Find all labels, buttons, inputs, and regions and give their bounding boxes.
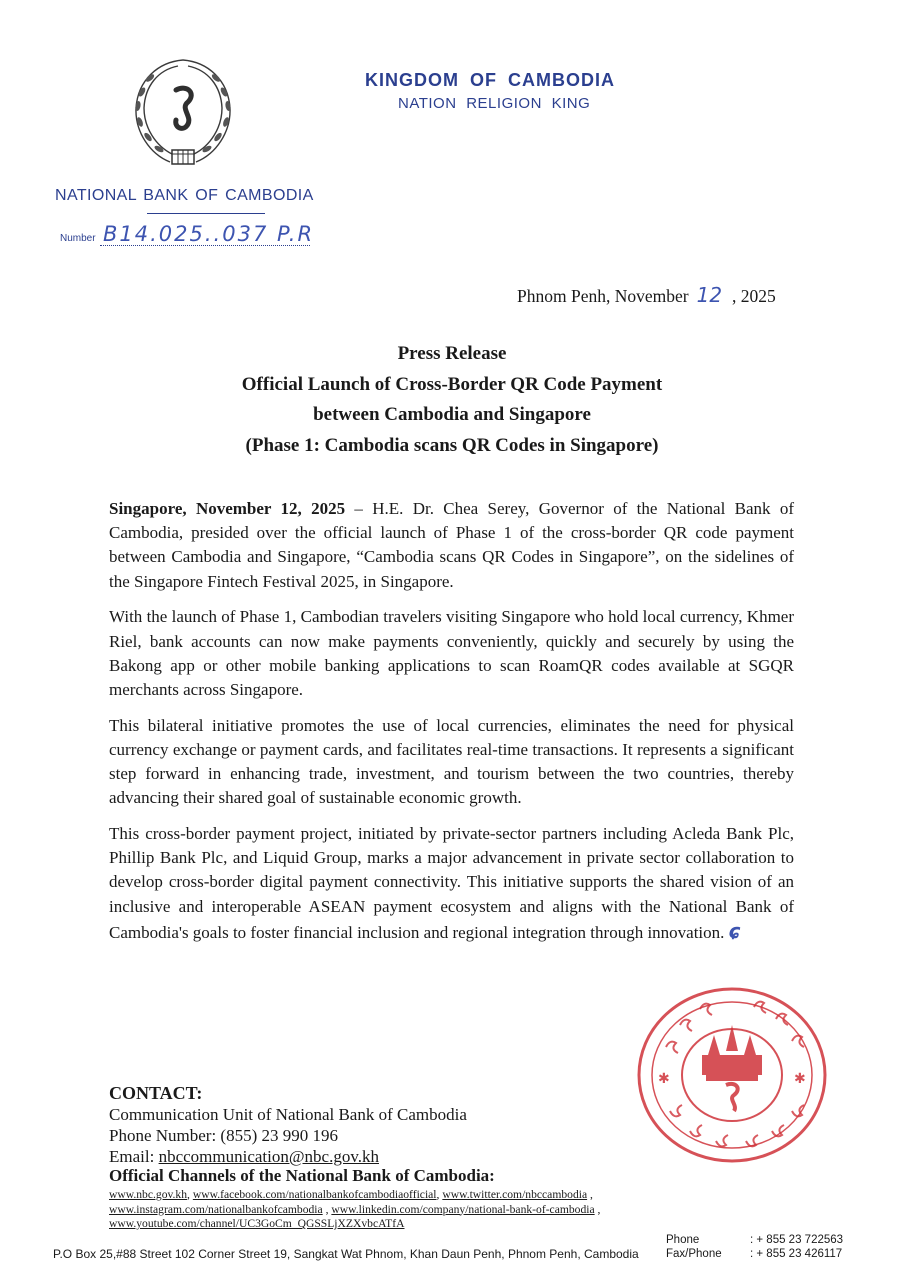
official-channels-heading: Official Channels of the National Bank of Cambodia:: [109, 1166, 495, 1185]
paragraph-3: This bilateral initiative promotes the use of local currencies, eliminates the need for physical currency exchange or payment cards, and facilitates real-time transactions. It represents a significant step forward in enhancing trade, investment, and tourism between the two countries, thereby advancing their shared goal of sustainable economic growth.: [109, 715, 794, 808]
channel-link-facebook[interactable]: www.facebook.com/nationalbankofcambodiaofficial: [192, 1188, 437, 1201]
channel-link-twitter[interactable]: www.twitter.com/nbccambodia: [442, 1188, 588, 1201]
channel-link-youtube[interactable]: www.youtube.com/channel/UC3GoCm_QGSSLjXZXvbcATfA: [109, 1217, 405, 1230]
title-line-2: Official Launch of Cross-Border QR Code Payment: [241, 373, 663, 395]
svg-text:✱: ✱: [658, 1071, 670, 1087]
contact-heading: CONTACT:: [109, 1083, 203, 1103]
paragraph-1-text: – H.E. Dr. Chea Serey, Governor of the National Bank of Cambodia, presided over the official launch of Phase 1 of the cross-border QR code payment between Cambodia and Singapore, “Cambodia scans QR Codes in Singapore”, on the sidelines of the Singapore Fintech Festival 2025, in Singapore.: [109, 499, 795, 591]
footer-phone-value: : + 855 23 722563: [750, 1234, 844, 1246]
contact-email-link[interactable]: nbccommunication@nbc.gov.kh: [158, 1147, 379, 1166]
title-line-1: Press Release: [397, 343, 507, 364]
contact-unit: Communication Unit of National Bank of Cambodia: [109, 1105, 467, 1124]
paragraph-4: [109, 822, 794, 945]
channels-line-1: www.nbc.gov.kh, www.facebook.com/nationalbankofcambodiaofficial, www.twitter.com/nbccambodia ,: [109, 1188, 593, 1201]
channels-line-3: [109, 1217, 749, 1232]
paragraph-2: With the launch of Phase 1, Cambodian travelers visiting Singapore who hold local currency, Khmer Riel, bank accounts can now make payments conveniently, quickly and securely by using the Bakong app or other mobile banking applications to scan RoamQR codes available at SGQR merchants across Singapore.: [109, 607, 794, 699]
reference-number-handwritten: B14.025..037 P.R: [103, 222, 315, 246]
place-date-year: , 2025: [732, 286, 776, 306]
reference-number-label: Number: [60, 233, 96, 244]
contact-email-line: [109, 1146, 749, 1167]
paragraph-4-text: This cross-border payment project, initiated by private-sector partners including Acleda Bank Plc, Phillip Bank Plc, and Liquid Group, marks a major advancement in private sector collaboration to develop cross-border digital payment connectivity. This initiative supports the shared vision of an inclusive and interoperable ASEAN payment ecosystem and aligns with the National Bank of Cambodia's goals to foster financial inclusion and regional integration through innovation.: [109, 823, 794, 942]
footer-phone-values: [750, 1234, 843, 1261]
channel-link-linkedin[interactable]: www.linkedin.com/company/national-bank-of-cambodia: [331, 1202, 595, 1216]
kingdom-motto: NATION RELIGION KING: [398, 95, 591, 112]
place-date-line: [517, 283, 776, 307]
footer-phone-label: Phone: [666, 1234, 700, 1246]
place-date-prefix: Phnom Penh, November: [517, 286, 689, 306]
paragraph-1: [109, 497, 794, 594]
bank-name: NATIONAL BANK OF CAMBODIA: [55, 187, 314, 204]
title-line-3: between Cambodia and Singapore: [313, 404, 591, 425]
contact-email-label: Email:: [109, 1147, 159, 1166]
footer-address: P.O Box 25,#88 Street 102 Corner Street 19, Sangkat Wat Phnom, Khan Daun Penh, Phnom Penh, Cambodia: [53, 1247, 639, 1261]
channel-link-website[interactable]: www.nbc.gov.kh: [109, 1188, 188, 1201]
nbc-emblem-logo: [118, 50, 248, 178]
footer-phone-labels: [666, 1234, 722, 1261]
footer-fax-value: : + 855 23 426117: [750, 1247, 843, 1260]
contact-section: [109, 1083, 749, 1185]
dateline: Singapore, November 12, 2025: [109, 499, 346, 518]
bank-name-underline: [147, 213, 265, 214]
channel-link-instagram[interactable]: www.instagram.com/nationalbankofcambodia: [109, 1202, 323, 1216]
svg-text:✱: ✱: [794, 1071, 806, 1087]
official-channels-list: [109, 1188, 749, 1232]
footer-fax-label: Fax/Phone: [666, 1247, 722, 1260]
contact-phone: Phone Number: (855) 23 990 196: [109, 1126, 339, 1145]
title-line-4: (Phase 1: Cambodia scans QR Codes in Singapore): [245, 434, 659, 456]
channels-line-2: www.instagram.com/nationalbankofcambodia , www.linkedin.com/company/national-bank-of-cambodia ,: [109, 1202, 601, 1216]
kingdom-title: KINGDOM OF CAMBODIA: [365, 70, 615, 90]
handwritten-initial-mark: ɕ: [728, 918, 741, 943]
press-release-body: [109, 497, 794, 956]
press-release-title: [110, 339, 794, 461]
date-day-handwritten: 12: [696, 283, 723, 307]
